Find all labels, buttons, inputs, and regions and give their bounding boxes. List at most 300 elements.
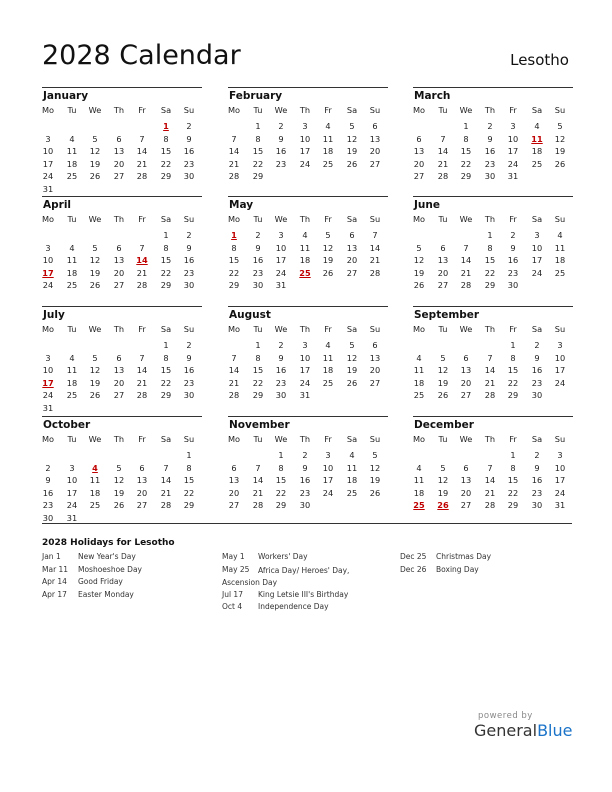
calendar-day: 9 [278, 352, 284, 363]
calendar-day: 4 [416, 462, 422, 473]
calendar-day: 22 [507, 487, 519, 498]
calendar-day: 13 [369, 133, 381, 144]
weekday-label: Mo [227, 214, 241, 224]
calendar-day: 4 [69, 133, 75, 144]
calendar-day: 18 [346, 475, 358, 486]
calendar-day: 24 [42, 171, 54, 182]
weekday-label: Su [369, 105, 381, 115]
calendar-day: 19 [369, 475, 381, 486]
calendar-day: 22 [160, 158, 172, 169]
calendar-day: 29 [507, 390, 519, 401]
holiday-day: 4 [92, 462, 98, 473]
calendar-day: 16 [507, 255, 519, 266]
calendar-day: 25 [531, 158, 543, 169]
calendar-day: 3 [325, 450, 331, 460]
holiday-day: 25 [413, 500, 425, 511]
calendar-day: 12 [346, 352, 358, 363]
calendar-day: 10 [299, 133, 311, 144]
calendar-day: 7 [255, 462, 261, 473]
calendar-day: 22 [252, 158, 264, 169]
calendar-day: 26 [413, 280, 425, 291]
calendar-day: 17 [275, 255, 287, 266]
calendar-day: 12 [554, 133, 566, 144]
calendar-day: 2 [534, 450, 540, 460]
calendar-day: 23 [183, 377, 195, 388]
calendar-day: 6 [116, 133, 122, 144]
weekday-label: Tu [253, 105, 263, 115]
calendar-day: 13 [413, 146, 425, 157]
calendar-day: 15 [160, 255, 172, 266]
calendar-day: 10 [42, 365, 54, 376]
calendar-day: 3 [278, 230, 284, 240]
calendar-day: 16 [484, 146, 496, 157]
holiday-day: 14 [136, 255, 148, 266]
calendar-day: 30 [531, 390, 543, 401]
calendar-day: 4 [349, 450, 355, 460]
calendar-day: 10 [507, 133, 519, 144]
weekday-label: Th [484, 434, 496, 444]
calendar-day: 5 [440, 352, 446, 363]
calendar-day: 21 [460, 267, 472, 278]
weekday-label: Sa [160, 214, 172, 224]
holiday-row [400, 565, 570, 578]
calendar-day: 3 [302, 121, 308, 131]
calendar-day: 10 [275, 242, 287, 253]
calendar-day: 19 [346, 365, 358, 376]
calendar-day: 18 [299, 255, 311, 266]
calendar-day: 2 [186, 340, 192, 350]
weekday-label: Fr [509, 324, 517, 334]
calendar-day: 2 [278, 340, 284, 350]
calendar-day: 8 [255, 352, 261, 363]
weekday-label: Fr [509, 105, 517, 115]
weekday-label: Sa [531, 105, 543, 115]
month-name: March [414, 90, 451, 102]
calendar-day: 28 [228, 390, 240, 401]
month-name: August [229, 309, 271, 321]
calendar-day: 6 [463, 352, 469, 363]
calendar-day: 3 [45, 242, 51, 253]
weekday-label: Fr [324, 324, 332, 334]
calendar-day: 26 [113, 500, 125, 511]
calendar-day: 17 [66, 487, 78, 498]
calendar-day: 18 [322, 146, 334, 157]
weekday-label: Mo [227, 324, 241, 334]
calendar-day: 21 [228, 158, 240, 169]
calendar-day: 7 [487, 462, 493, 473]
calendar-day: 19 [346, 146, 358, 157]
weekday-label: Fr [138, 105, 146, 115]
calendar-day: 21 [136, 158, 148, 169]
calendar-day: 9 [510, 242, 516, 253]
weekday-label: We [274, 324, 288, 334]
calendar-day: 1 [487, 230, 493, 240]
weekday-label: Th [299, 324, 311, 334]
calendar-day: 16 [531, 475, 543, 486]
calendar-day: 16 [275, 365, 287, 376]
holiday-row [42, 590, 212, 603]
holiday-day: 11 [531, 133, 543, 144]
calendar-day: 20 [369, 365, 381, 376]
calendar-day: 26 [89, 171, 101, 182]
weekday-label: Sa [531, 324, 543, 334]
weekday-label: Sa [346, 105, 358, 115]
calendar-day: 7 [139, 133, 145, 144]
holiday-name: Good Friday [78, 577, 123, 586]
calendar-day: 14 [460, 255, 472, 266]
calendar-day: 26 [322, 267, 334, 278]
calendar-day: 23 [507, 267, 519, 278]
weekday-label: Tu [438, 214, 448, 224]
weekday-label: Su [369, 214, 381, 224]
calendar-day: 27 [113, 280, 125, 291]
holiday-date: May 1 [222, 552, 245, 561]
month-name: December [414, 419, 474, 431]
calendar-day: 12 [89, 146, 101, 157]
calendar-day: 17 [554, 365, 566, 376]
weekday-label: Mo [412, 434, 426, 444]
calendar-day: 25 [66, 171, 78, 182]
calendar-day: 14 [228, 365, 240, 376]
weekday-label: Su [369, 324, 381, 334]
calendar-day: 3 [557, 450, 563, 460]
weekday-label: Th [113, 324, 125, 334]
calendar-day: 12 [113, 475, 125, 486]
calendar-day: 2 [534, 340, 540, 350]
calendar-day: 10 [66, 475, 78, 486]
calendar-day: 25 [66, 280, 78, 291]
brand-logo[interactable] [474, 721, 572, 740]
calendar-day: 19 [413, 267, 425, 278]
calendar-day: 2 [45, 462, 51, 473]
calendar-day: 2 [186, 121, 192, 131]
calendar-day: 25 [66, 390, 78, 401]
powered-by-label: powered by [478, 711, 533, 721]
calendar-day: 24 [275, 267, 287, 278]
calendar-day: 29 [275, 500, 287, 511]
calendar-day: 8 [463, 133, 469, 144]
calendar-day: 10 [554, 462, 566, 473]
weekday-label: We [459, 434, 473, 444]
calendar-day: 3 [45, 133, 51, 144]
calendar-day: 6 [116, 242, 122, 253]
calendar-day: 20 [460, 487, 472, 498]
calendar-day: 23 [484, 158, 496, 169]
holiday-name: Workers' Day [258, 552, 308, 561]
calendar-day: 27 [346, 267, 358, 278]
weekday-label: Su [369, 434, 381, 444]
calendar-day: 5 [372, 450, 378, 460]
calendar-day: 16 [275, 146, 287, 157]
calendar-day: 5 [557, 121, 563, 131]
calendar-day: 13 [113, 255, 125, 266]
calendar-day: 18 [66, 267, 78, 278]
calendar-day: 14 [437, 146, 449, 157]
calendar-day: 29 [484, 280, 496, 291]
holiday-row [42, 565, 212, 578]
month-july [41, 306, 202, 413]
calendar-day: 30 [183, 171, 195, 182]
calendar-day: 20 [369, 146, 381, 157]
calendar-day: 16 [183, 255, 195, 266]
calendar-day: 29 [252, 390, 264, 401]
calendar-day: 29 [160, 390, 172, 401]
holiday-row [222, 552, 392, 565]
holiday-column [42, 552, 212, 602]
weekday-label: Su [183, 324, 195, 334]
calendar-day: 9 [186, 352, 192, 363]
calendar-day: 15 [460, 146, 472, 157]
weekday-label: We [459, 105, 473, 115]
weekday-label: Tu [438, 324, 448, 334]
calendar-day: 27 [228, 500, 240, 511]
calendar-day: 2 [302, 450, 308, 460]
calendar-day: 21 [437, 158, 449, 169]
weekday-label: Th [484, 324, 496, 334]
month-october [41, 416, 202, 523]
calendar-day: 31 [42, 184, 54, 194]
calendar-day: 1 [510, 340, 516, 350]
calendar-day: 19 [89, 377, 101, 388]
calendar-day: 3 [534, 230, 540, 240]
calendar-day: 16 [252, 255, 264, 266]
calendar-day: 25 [89, 500, 101, 511]
calendar-day: 1 [255, 121, 261, 131]
calendar-day: 24 [299, 158, 311, 169]
month-name: June [414, 199, 440, 211]
holiday-date: Dec 25 [400, 552, 427, 561]
weekday-label: We [88, 214, 102, 224]
holiday-column [400, 552, 570, 577]
calendar-day: 23 [275, 377, 287, 388]
month-november [228, 416, 388, 520]
holiday-name: New Year's Day [78, 552, 136, 561]
calendar-day: 16 [531, 365, 543, 376]
weekday-label: We [88, 324, 102, 334]
calendar-day: 30 [275, 390, 287, 401]
calendar-day: 11 [413, 365, 425, 376]
calendar-day: 5 [92, 133, 98, 144]
calendar-day: 3 [45, 352, 51, 363]
calendar-day: 5 [325, 230, 331, 240]
weekday-label: We [459, 324, 473, 334]
calendar-day: 18 [413, 377, 425, 388]
calendar-day: 5 [92, 352, 98, 363]
calendar-day: 21 [136, 267, 148, 278]
calendar-day: 3 [69, 462, 75, 473]
calendar-day: 4 [325, 121, 331, 131]
holiday-name: Moshoeshoe Day [78, 564, 142, 574]
calendar-day: 6 [139, 462, 145, 473]
calendar-day: 11 [299, 242, 311, 253]
calendar-day: 23 [531, 487, 543, 498]
calendar-day: 13 [136, 475, 148, 486]
calendar-day: 18 [89, 487, 101, 498]
calendar-day: 18 [322, 365, 334, 376]
calendar-day: 27 [113, 171, 125, 182]
calendar-day: 29 [228, 280, 240, 291]
calendar-day: 18 [66, 158, 78, 169]
weekday-label: We [274, 434, 288, 444]
calendar-day: 23 [183, 158, 195, 169]
calendar-day: 15 [484, 255, 496, 266]
calendar-day: 24 [554, 487, 566, 498]
holiday-date: Apr 14 [42, 577, 67, 586]
calendar-day: 26 [437, 390, 449, 401]
calendar-day: 19 [322, 255, 334, 266]
calendar-day: 9 [278, 133, 284, 144]
holiday-row [400, 552, 570, 565]
calendar-day: 4 [69, 242, 75, 253]
calendar-day: 29 [507, 500, 519, 511]
calendar-day: 31 [66, 513, 78, 523]
weekday-label: Th [113, 105, 125, 115]
calendar-day: 25 [322, 158, 334, 169]
weekday-label: Th [484, 214, 496, 224]
calendar-day: 10 [531, 242, 543, 253]
calendar-day: 14 [484, 365, 496, 376]
calendar-day: 29 [252, 171, 264, 182]
weekday-label: Mo [227, 105, 241, 115]
calendar-day: 16 [183, 146, 195, 157]
calendar-day: 4 [557, 230, 563, 240]
month-march [413, 87, 573, 191]
holiday-row [222, 565, 392, 590]
calendar-day: 28 [252, 500, 264, 511]
calendar-day: 14 [136, 146, 148, 157]
calendar-day: 29 [160, 280, 172, 291]
calendar-day: 18 [554, 255, 566, 266]
weekday-label: Mo [412, 324, 426, 334]
calendar-day: 6 [372, 340, 378, 350]
calendar-day: 31 [299, 390, 311, 401]
weekday-label: Th [299, 214, 311, 224]
weekday-label: Sa [160, 434, 172, 444]
month-august [228, 306, 388, 410]
calendar-day: 20 [437, 267, 449, 278]
calendar-day: 7 [463, 242, 469, 253]
holiday-date: Jan 1 [42, 552, 61, 561]
calendar-day: 23 [531, 377, 543, 388]
calendar-day: 4 [69, 352, 75, 363]
calendar-day: 17 [299, 146, 311, 157]
calendar-day: 22 [252, 377, 264, 388]
calendar-day: 3 [302, 340, 308, 350]
calendar-day: 5 [416, 242, 422, 253]
calendar-day: 22 [160, 267, 172, 278]
calendar-day: 24 [322, 487, 334, 498]
calendar-day: 9 [487, 133, 493, 144]
calendar-day: 6 [349, 230, 355, 240]
calendar-day: 30 [252, 280, 264, 291]
calendar-day: 11 [66, 146, 78, 157]
weekday-label: Th [299, 105, 311, 115]
calendar-day: 20 [460, 377, 472, 388]
calendar-day: 8 [487, 242, 493, 253]
calendar-day: 17 [299, 365, 311, 376]
calendar-day: 10 [42, 146, 54, 157]
calendar-day: 12 [413, 255, 425, 266]
calendar-day: 28 [228, 171, 240, 182]
calendar-day: 14 [484, 475, 496, 486]
month-april [42, 196, 202, 300]
calendar-day: 19 [89, 267, 101, 278]
holiday-name: Christmas Day [436, 552, 492, 561]
calendar-day: 27 [369, 158, 381, 169]
weekday-label: Su [183, 434, 195, 444]
calendar-day: 19 [554, 146, 566, 157]
calendar-day: 8 [163, 242, 169, 253]
calendar-day: 11 [66, 255, 78, 266]
calendar-day: 1 [463, 121, 469, 131]
holiday-date: Apr 17 [42, 589, 67, 599]
calendar-day: 5 [92, 242, 98, 253]
calendar-day: 24 [531, 267, 543, 278]
calendar-day: 28 [369, 267, 381, 278]
calendar-day: 21 [136, 377, 148, 388]
calendar-day: 21 [369, 255, 381, 266]
calendar-day: 16 [299, 475, 311, 486]
calendar-day: 29 [160, 171, 172, 182]
calendar-day: 24 [299, 377, 311, 388]
calendar-day: 7 [139, 352, 145, 363]
calendar-day: 6 [440, 242, 446, 253]
weekday-label: Fr [138, 324, 146, 334]
calendar-day: 20 [113, 267, 125, 278]
calendar-day: 2 [255, 230, 261, 240]
calendar-day: 21 [484, 377, 496, 388]
calendar-day: 16 [42, 487, 54, 498]
weekday-label: Th [113, 214, 125, 224]
calendar-day: 19 [437, 487, 449, 498]
calendar-day: 30 [183, 280, 195, 291]
page-title: 2028 Calendar [42, 40, 241, 71]
calendar-day: 30 [299, 500, 311, 511]
calendar-day: 12 [369, 462, 381, 473]
weekday-label: Su [554, 105, 566, 115]
calendar-day: 7 [231, 352, 237, 363]
calendar-day: 22 [460, 158, 472, 169]
weekday-label: Tu [67, 105, 77, 115]
calendar-day: 29 [183, 500, 195, 511]
calendar-day: 15 [252, 365, 264, 376]
calendar-day: 27 [437, 280, 449, 291]
weekday-label: Sa [346, 434, 358, 444]
calendar-day: 30 [507, 280, 519, 291]
calendar-day: 5 [349, 121, 355, 131]
calendar-day: 11 [413, 475, 425, 486]
calendar-day: 15 [160, 365, 172, 376]
calendar-day: 1 [163, 340, 169, 350]
calendar-day: 28 [136, 390, 148, 401]
calendar-day: 22 [160, 377, 172, 388]
weekday-label: We [274, 105, 288, 115]
calendar-day: 15 [160, 146, 172, 157]
calendar-day: 8 [510, 462, 516, 473]
calendar-day: 16 [183, 365, 195, 376]
calendar-day: 17 [322, 475, 334, 486]
calendar-day: 4 [302, 230, 308, 240]
calendar-day: 4 [534, 121, 540, 131]
calendar-day: 13 [369, 352, 381, 363]
month-name: May [229, 199, 254, 211]
calendar-day: 17 [554, 475, 566, 486]
calendar-day: 8 [510, 352, 516, 363]
weekday-label: Tu [67, 324, 77, 334]
calendar-day: 26 [89, 280, 101, 291]
calendar-day: 30 [484, 171, 496, 182]
month-name: February [229, 90, 283, 102]
